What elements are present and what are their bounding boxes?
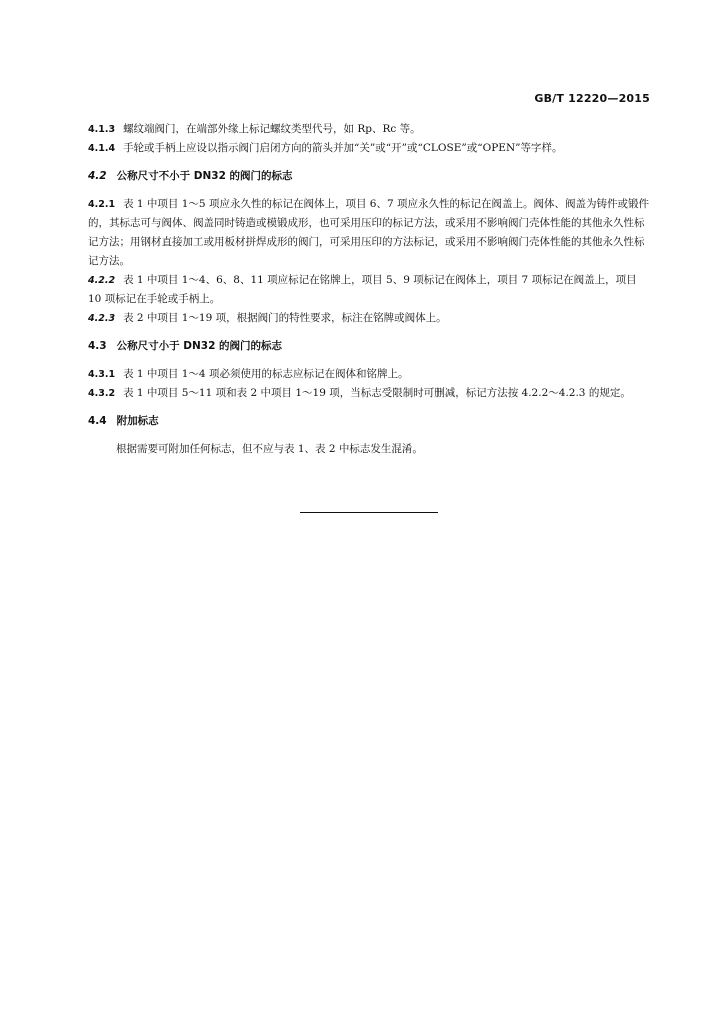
clause-number: 4.3.1 [88,369,116,380]
clause-text: 表 1 中项目 1～5 项应永久性的标记在阀体上，项目 6、7 项应永久性的标记在阀盖上。阀体、阀盖为铸件或锻件的，其标志可与阀体、阀盖同时铸造或模锻成形，也可采用压印的标记方法，或采用不影响阀门壳体性能的其他永久性标记方法；用钢材直接加工或用板材拼焊成形的阀门，可采用压印的方法标记，或采用不影响阀门壳体性能的其他永久性标记方法。 [88,198,649,267]
clause-text: 手轮或手柄上应设以指示阀门启闭方向的箭头并加“关”或“开”或“CLOSE”或“OPEN”等字样。 [123,142,563,154]
clause-4-1-3 [88,120,650,139]
clause-number: 4.2.2 [88,275,116,286]
section-number: 4.3 [88,340,107,352]
clause-number: 4.1.4 [88,143,116,154]
clause-4-2-2 [88,271,650,309]
clause-text: 表 1 中项目 1～4、6、8、11 项应标记在铭牌上，项目 5、9 项标记在阀体上，项目 7 项标记在阀盖上，项目 10 项标记在手轮或手柄上。 [88,274,637,305]
section-title: 公称尺寸不小于 DN32 的阀门的标志 [116,170,293,182]
end-of-text-rule [300,512,438,513]
clause-4-2-1 [88,195,650,271]
clause-number: 4.2.3 [88,313,116,324]
clause-number: 4.2.1 [88,199,116,210]
clause-number: 4.3.2 [88,388,116,399]
clause-4-4-text: 根据需要可附加任何标志，但不应与表 1、表 2 中标志发生混淆。 [116,443,423,455]
clause-4-1-4 [88,139,650,158]
section-title: 附加标志 [116,415,159,427]
section-number: 4.2 [88,170,107,182]
section-heading-4-2 [88,167,650,186]
clause-4-3-1 [88,365,650,384]
clause-text: 螺纹端阀门，在端部外缘上标记螺纹类型代号，如 Rp、Rc 等。 [123,123,421,135]
section-number: 4.4 [88,415,107,427]
section-heading-4-4 [88,412,650,431]
clause-text: 表 1 中项目 5～11 项和表 2 中项目 1～19 项，当标志受限制时可删减，标记方法按 4.2.2～4.2.3 的规定。 [123,387,631,399]
section-title: 公称尺寸小于 DN32 的阀门的标志 [116,340,283,352]
clause-4-3-2 [88,384,650,403]
page-header-standard-code: GB/T 12220—2015 [534,92,650,105]
document-body [88,120,650,459]
clause-4-2-3 [88,309,650,328]
clause-number: 4.1.3 [88,124,116,135]
clause-text: 表 1 中项目 1～4 项必须使用的标志应标记在阀体和铭牌上。 [123,368,409,380]
clause-text: 表 2 中项目 1～19 项，根据阀门的特性要求，标注在铭牌或阀体上。 [123,312,447,324]
section-heading-4-3 [88,337,650,356]
